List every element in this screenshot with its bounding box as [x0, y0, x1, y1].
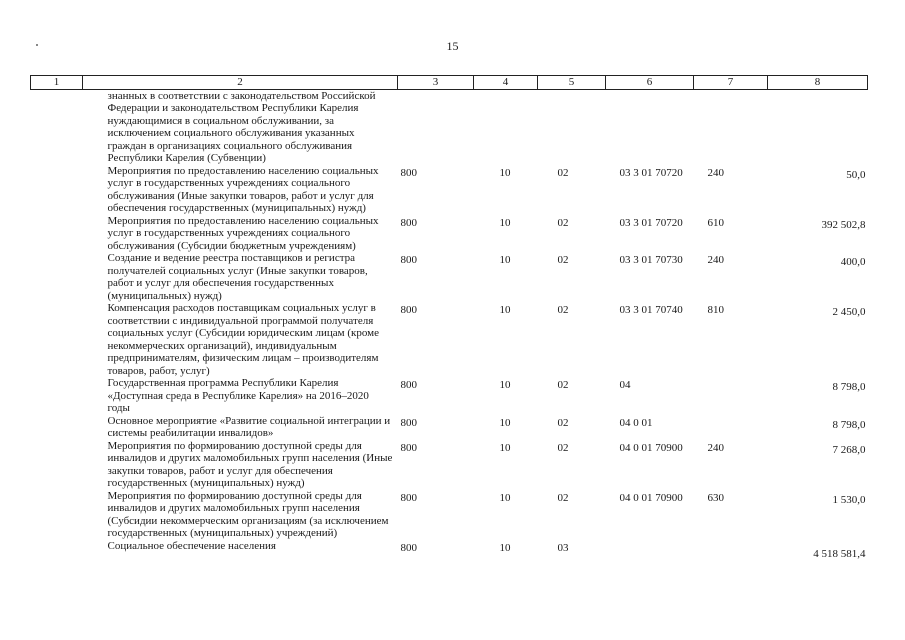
cell-amount: 400,0	[840, 256, 866, 268]
cell-amount: 4 518 581,4	[813, 547, 866, 560]
cell-col1	[31, 215, 83, 253]
col-header-4: 4	[474, 76, 538, 90]
table-row	[31, 540, 868, 561]
cell-code-7: 810	[707, 304, 724, 316]
cell-code-4	[474, 89, 538, 165]
cell-code-3: 800	[400, 441, 417, 454]
cell-code-6: 03 3 01 70740	[619, 304, 683, 316]
cell-code-3: 800	[400, 541, 417, 554]
cell-col1	[31, 252, 83, 302]
cell-code-4: 10	[499, 491, 511, 504]
table-row	[31, 302, 868, 377]
cell-code-3	[398, 89, 474, 165]
cell-code-5: 02	[557, 166, 569, 179]
cell-name: Мероприятия по предоставлению населению социальных услуг в государственных учреждениях социального обслуживания (Субсидии бюджетным учреждениям)	[107, 214, 379, 252]
table-row	[31, 377, 868, 415]
cell-col1	[31, 377, 83, 415]
table-row	[31, 215, 868, 253]
cell-code-7: 240	[707, 166, 724, 179]
cell-name: Мероприятия по формированию доступной среды для инвалидов и других маломобильных групп населения (Иные закупки товаров, работ и услуг для обеспечения государственных (муниципальных) нужд)	[107, 439, 393, 489]
cell-col1	[31, 540, 83, 561]
cell-code-6: 04 0 01 70900	[619, 441, 683, 454]
cell-amount: 1 530,0	[832, 493, 866, 506]
cell-col1	[31, 165, 83, 215]
cell-code-6: 04 0 01 70900	[619, 491, 683, 504]
table-row	[31, 165, 868, 215]
cell-code-4: 10	[499, 379, 511, 391]
cell-code-3: 800	[400, 254, 417, 266]
cell-code-5: 02	[557, 254, 569, 266]
cell-code-4: 10	[499, 541, 511, 554]
cell-code-3: 800	[400, 379, 417, 391]
table-row	[31, 89, 868, 165]
cell-code-7: 240	[707, 254, 724, 266]
cell-code-4: 10	[499, 416, 511, 429]
cell-amount: 7 268,0	[832, 443, 866, 456]
col-header-5: 5	[538, 76, 606, 90]
cell-code-5: 02	[557, 441, 569, 454]
page-number: 15	[446, 39, 459, 53]
cell-code-6	[606, 89, 694, 165]
cell-code-5: 02	[557, 216, 569, 229]
header-row	[31, 76, 868, 90]
cell-col1	[31, 440, 83, 490]
col-header-1: 1	[31, 76, 83, 90]
cell-code-6	[606, 540, 694, 561]
cell-code-5: 02	[557, 304, 569, 316]
budget-table	[30, 75, 868, 560]
cell-code-6: 03 3 01 70720	[619, 166, 683, 179]
cell-code-4: 10	[499, 166, 511, 179]
cell-amount	[768, 89, 868, 165]
cell-name: Создание и ведение реестра поставщиков и регистра получателей социальных услуг (Иные закупки товаров, работ и услуг для обеспечения государственных (муниципальных) нужд)	[107, 252, 368, 302]
cell-code-7	[694, 377, 768, 415]
cell-name: знанных в соответствии с законодательством Российской Федерации и законодательством Республики Карелия нуждающимися в социальном обслуживании, за исключением социального обслуживания указанных граждан в организациях социального обслуживания Республики Карелия (Субвенции)	[107, 89, 376, 164]
cell-amount: 392 502,8	[821, 218, 866, 231]
cell-code-6: 04	[619, 379, 631, 391]
cell-code-4: 10	[499, 304, 511, 316]
cell-code-4: 10	[499, 441, 511, 454]
cell-col1	[31, 89, 83, 165]
cell-name: Компенсация расходов поставщикам социальных услуг в соответствии с индивидуальной программой получателя социальных услуг (Субсидии юридическим лицам (кроме некоммерческих организаций), индивидуальным предпринимателям, физическим лицам – производителям товаров, работ, услуг)	[107, 302, 379, 377]
cell-name: Государственная программа Республики Карелия «Доступная среда в Республике Карелия» на 2016–2020 годы	[107, 377, 369, 414]
table-row	[31, 252, 868, 302]
cell-code-5: 03	[557, 541, 569, 554]
cell-amount: 8 798,0	[832, 381, 866, 393]
cell-code-7	[694, 415, 768, 440]
table-row	[31, 440, 868, 490]
cell-code-5: 02	[557, 379, 569, 391]
col-header-7: 7	[694, 76, 768, 90]
cell-amount: 50,0	[846, 168, 866, 181]
table-row	[31, 490, 868, 540]
cell-code-3: 800	[400, 216, 417, 229]
cell-code-7: 610	[707, 216, 724, 229]
cell-col1	[31, 490, 83, 540]
cell-code-4: 10	[499, 216, 511, 229]
col-header-8: 8	[768, 76, 868, 90]
cell-col1	[31, 415, 83, 440]
cell-code-7: 630	[707, 491, 724, 504]
cell-code-4: 10	[499, 254, 511, 266]
cell-name: Мероприятия по предоставлению населению социальных услуг в государственных учреждениях социального обслуживания (Иные закупки товаров, работ и услуг для обеспечения государственных (муниципальных) нужд)	[107, 164, 379, 214]
cell-code-7: 240	[707, 441, 724, 454]
cell-name: Основное мероприятие «Развитие социальной интеграции и системы реабилитации инвалидов»	[107, 414, 391, 439]
col-header-3: 3	[398, 76, 474, 90]
cell-code-6: 04 0 01	[619, 416, 653, 429]
cell-amount: 8 798,0	[832, 418, 866, 431]
cell-code-5: 02	[557, 491, 569, 504]
col-header-6: 6	[606, 76, 694, 90]
cell-amount: 2 450,0	[832, 306, 866, 318]
cell-name: Социальное обеспечение населения	[107, 539, 276, 552]
cell-code-3: 800	[400, 166, 417, 179]
col-header-2: 2	[83, 76, 398, 90]
cell-code-5: 02	[557, 416, 569, 429]
cell-code-7	[694, 540, 768, 561]
cell-code-3: 800	[400, 416, 417, 429]
cell-code-5	[538, 89, 606, 165]
cell-code-6: 03 3 01 70720	[619, 216, 683, 229]
cell-code-3: 800	[400, 491, 417, 504]
cell-col1	[31, 302, 83, 377]
cell-code-7	[694, 89, 768, 165]
cell-code-6: 03 3 01 70730	[619, 254, 683, 266]
cell-code-3: 800	[400, 304, 417, 316]
cell-name: Мероприятия по формированию доступной среды для инвалидов и других маломобильных групп населения (Субсидии некоммерческим организациям (за исключением государственных (муниципальных) учреждений)	[107, 489, 389, 539]
table-row	[31, 415, 868, 440]
